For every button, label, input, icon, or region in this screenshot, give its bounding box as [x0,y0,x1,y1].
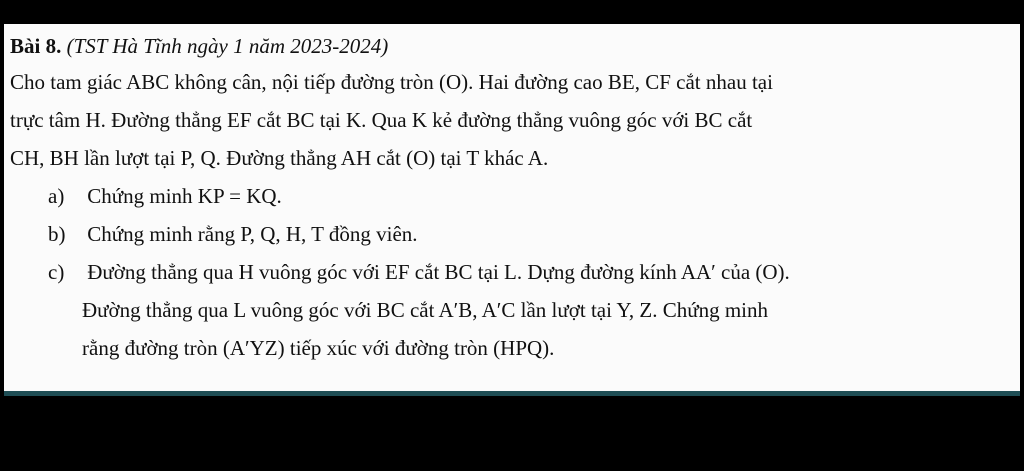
part-a-marker: a) [48,184,65,208]
statement-line-3: CH, BH lần lượt tại P, Q. Đường thẳng AH cắt (O) tại T khác A. [10,146,549,170]
part-c-marker: c) [48,260,65,284]
statement-line-2: trực tâm H. Đường thẳng EF cắt BC tại K. Qua K kẻ đường thẳng vuông góc với BC cắt [10,108,753,132]
problem-title [10,29,1000,63]
part-b [10,215,1000,253]
part-c-text-line-3: rằng đường tròn (A′YZ) tiếp xúc với đường tròn (HPQ). [82,336,555,360]
part-a-text: Chứng minh KP = KQ. [87,184,282,208]
part-b-marker: b) [48,222,66,246]
statement-line-1: Cho tam giác ABC không cân, nội tiếp đường tròn (O). Hai đường cao BE, CF cắt nhau tại [10,70,773,94]
page-edge-divider [4,391,1020,396]
problem-label: Bài 8. [10,34,62,58]
part-c-text-line-1: Đường thẳng qua H vuông góc với EF cắt BC tại L. Dựng đường kính AA′ của (O). [87,260,790,284]
problem-source: (TST Hà Tĩnh ngày 1 năm 2023-2024) [66,34,389,58]
part-c [10,253,1000,291]
part-b-text: Chứng minh rằng P, Q, H, T đồng viên. [87,222,418,246]
part-c-text-line-2: Đường thẳng qua L vuông góc với BC cắt A′B, A′C lần lượt tại Y, Z. Chứng minh [82,298,769,322]
part-a [10,177,1000,215]
problem-block [10,29,1000,367]
